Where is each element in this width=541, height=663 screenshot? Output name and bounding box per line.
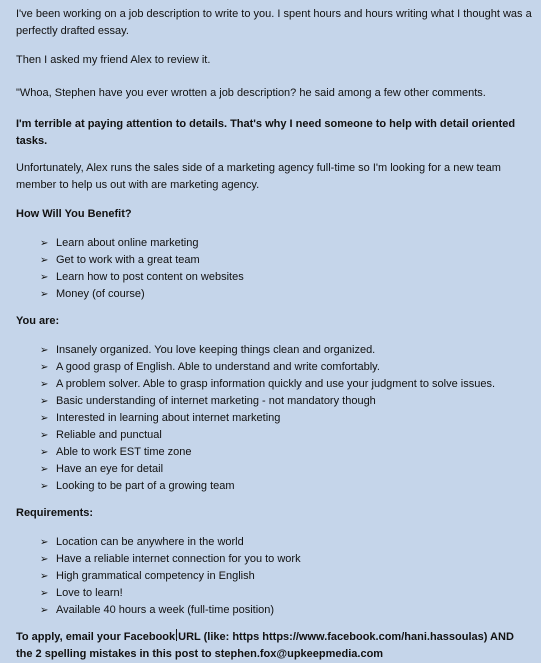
list-item — [40, 252, 533, 269]
list-item — [40, 235, 533, 252]
intro-paragraph-3: "Whoa, Stephen have you ever wrotten a job description? he said among a few other comments. — [16, 87, 486, 99]
you-are-heading: You are: — [16, 315, 60, 327]
apply-text-part-2: URL (like: https https://www.facebook.com/hani.hassoulas) AND the 2 spelling mistakes in this post to stephen.fox@upkeepmedia.com — [16, 631, 514, 660]
bullet-arrow-icon: ➢ — [40, 289, 49, 300]
list-item-text: A good grasp of English. Able to understand and write comfortably. — [56, 361, 380, 373]
list-item — [40, 393, 533, 410]
list-item — [40, 444, 533, 461]
requirements-list — [16, 534, 533, 619]
bullet-arrow-icon: ➢ — [40, 447, 49, 458]
bullet-arrow-icon: ➢ — [40, 362, 49, 373]
list-item — [40, 342, 533, 359]
you-are-list — [16, 342, 533, 495]
list-item — [40, 568, 533, 585]
list-item-text: Reliable and punctual — [56, 429, 162, 441]
bullet-arrow-icon: ➢ — [40, 464, 49, 475]
bullet-arrow-icon: ➢ — [40, 588, 49, 599]
list-item-text: Learn about online marketing — [56, 237, 199, 249]
list-item-text: Get to work with a great team — [56, 254, 200, 266]
list-item-text: Looking to be part of a growing team — [56, 480, 235, 492]
list-item-text: Have an eye for detail — [56, 463, 164, 475]
list-item-text: A problem solver. Able to grasp information quickly and use your judgment to solve issues. — [56, 378, 496, 390]
bullet-arrow-icon: ➢ — [40, 537, 49, 548]
list-item — [40, 410, 533, 427]
list-item-text: Able to work EST time zone — [56, 446, 192, 458]
list-item-text: Available 40 hours a week (full-time position) — [56, 604, 275, 616]
bullet-arrow-icon: ➢ — [40, 554, 49, 565]
intro-paragraph-2: Then I asked my friend Alex to review it. — [16, 54, 211, 66]
intro-paragraph-1: I've been working on a job description to write to you. I spent hours and hours writing what I thought was a perfectly drafted essay. — [16, 8, 532, 37]
list-item-text: Money (of course) — [56, 288, 145, 300]
list-item — [40, 376, 533, 393]
list-item — [40, 269, 533, 286]
list-item-text: Insanely organized. You love keeping things clean and organized. — [56, 344, 376, 356]
apply-instructions — [16, 629, 533, 663]
list-item — [40, 461, 533, 478]
list-item — [40, 534, 533, 551]
list-item — [40, 478, 533, 495]
list-item-text: Love to learn! — [56, 587, 123, 599]
list-item — [40, 427, 533, 444]
bullet-arrow-icon: ➢ — [40, 571, 49, 582]
apply-text-part-1: To apply, email your Facebook — [16, 631, 176, 643]
list-item — [40, 602, 533, 619]
list-item-text: Have a reliable internet connection for you to work — [56, 553, 301, 565]
bullet-arrow-icon: ➢ — [40, 605, 49, 616]
requirements-heading: Requirements: — [16, 507, 94, 519]
bullet-arrow-icon: ➢ — [40, 379, 49, 390]
list-item — [40, 551, 533, 568]
bullet-arrow-icon: ➢ — [40, 345, 49, 356]
bullet-arrow-icon: ➢ — [40, 272, 49, 283]
list-item-text: Interested in learning about internet marketing — [56, 412, 281, 424]
list-item — [40, 585, 533, 602]
bullet-arrow-icon: ➢ — [40, 481, 49, 492]
list-item-text: High grammatical competency in English — [56, 570, 255, 582]
intro-paragraph-4-bold: I'm terrible at paying attention to details. That's why I need someone to help with detail oriented tasks. — [16, 118, 516, 147]
bullet-arrow-icon: ➢ — [40, 413, 49, 424]
text-cursor — [176, 629, 177, 641]
list-item-text: Location can be anywhere in the world — [56, 536, 244, 548]
bullet-arrow-icon: ➢ — [40, 396, 49, 407]
list-item-text: Learn how to post content on websites — [56, 271, 244, 283]
bullet-arrow-icon: ➢ — [40, 255, 49, 266]
list-item — [40, 286, 533, 303]
benefits-list — [16, 235, 533, 303]
benefits-heading: How Will You Benefit? — [16, 208, 132, 220]
bullet-arrow-icon: ➢ — [40, 430, 49, 441]
intro-paragraph-5: Unfortunately, Alex runs the sales side of a marketing agency full-time so I'm looking for a new team member to help us out with are marketing agency. — [16, 162, 501, 191]
list-item-text: Basic understanding of internet marketing - not mandatory though — [56, 395, 376, 407]
bullet-arrow-icon: ➢ — [40, 238, 49, 249]
list-item — [40, 359, 533, 376]
